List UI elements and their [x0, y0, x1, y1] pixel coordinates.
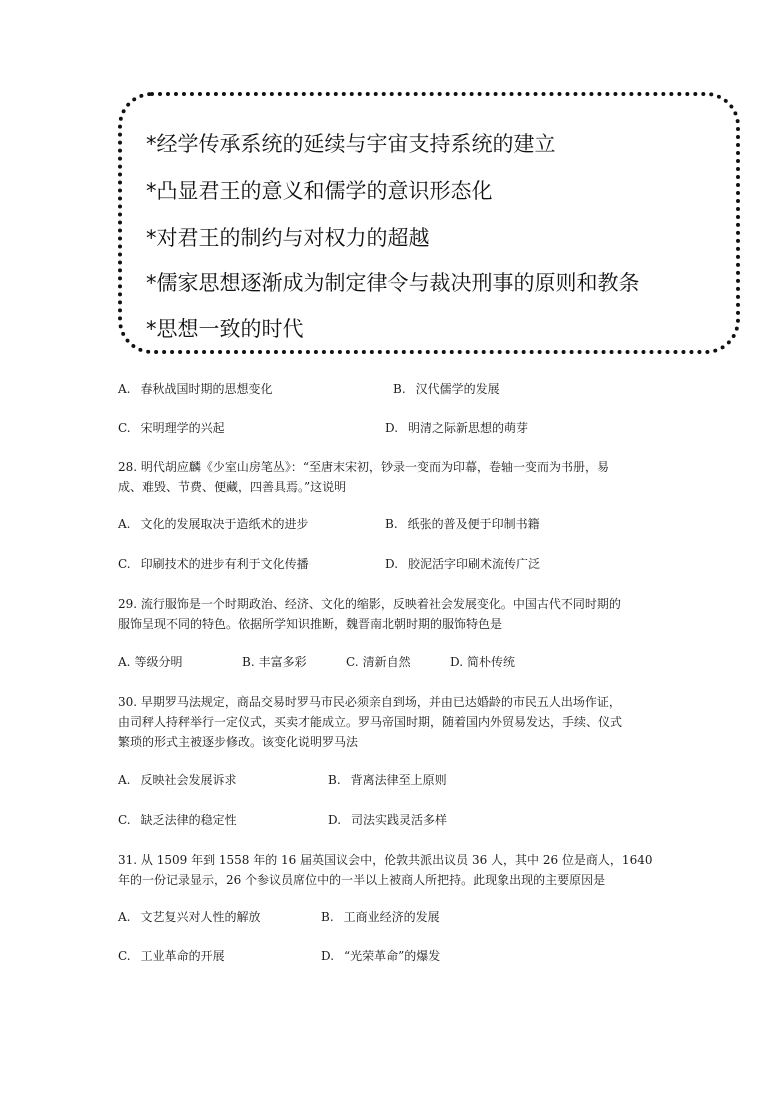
option-key: A.	[118, 773, 131, 787]
option-key: D.	[328, 813, 342, 827]
option-text: 背离法律至上原则	[350, 773, 447, 787]
option-key: C.	[118, 557, 131, 571]
q29-stem-line-1: 29. 流行服饰是一个时期政治、经济、文化的缩影，反映着社会发展变化。中国古代不同时期的	[118, 597, 621, 611]
option-text: 纸张的普及便于印制书籍	[407, 517, 540, 531]
option-text: 工业革命的开展	[140, 949, 225, 963]
q30-option-b[interactable]	[328, 772, 447, 788]
option-key: A.	[118, 910, 131, 924]
q30-option-c[interactable]	[118, 812, 237, 828]
q31-option-b[interactable]	[321, 909, 440, 925]
option-text: “光荣革命”的爆发	[344, 949, 441, 963]
q30-option-d[interactable]	[328, 812, 447, 828]
q28-stem-line-2: 成、难毁、节费、便藏，四善具焉。”这说明	[118, 480, 347, 494]
option-text: 等级分明	[134, 655, 183, 669]
option-text: 丰富多彩	[258, 655, 307, 669]
option-key: D.	[450, 655, 464, 669]
q30-stem	[118, 692, 666, 752]
q29-option-d[interactable]	[450, 654, 515, 670]
option-text: 文化的发展取决于造纸术的进步	[140, 517, 309, 531]
option-text: 印刷技术的进步有利于文化传播	[140, 557, 309, 571]
q27-option-a[interactable]	[118, 381, 273, 397]
q29-option-c[interactable]	[346, 654, 411, 670]
q28-option-d[interactable]	[385, 556, 540, 572]
option-key: C.	[118, 421, 131, 435]
option-key: A.	[118, 655, 131, 669]
option-text: 汉代儒学的发展	[415, 382, 500, 396]
box-line-5: *思想一致的时代	[146, 317, 304, 341]
box-line-1: *经学传承系统的延续与宇宙支持系统的建立	[146, 132, 556, 156]
q31-option-c[interactable]	[118, 948, 225, 964]
option-key: B.	[385, 517, 398, 531]
option-key: B.	[328, 773, 341, 787]
q28-stem	[118, 457, 666, 497]
option-key: A.	[118, 517, 131, 531]
option-text: 清新自然	[362, 655, 411, 669]
q31-stem	[118, 850, 666, 890]
option-key: B.	[242, 655, 255, 669]
option-key: B.	[321, 910, 334, 924]
q28-option-c[interactable]	[118, 556, 309, 572]
box-line-3: *对君王的制约与对权力的超越	[146, 226, 430, 250]
option-text: 司法实践灵活多样	[351, 813, 448, 827]
option-text: 文艺复兴对人性的解放	[140, 910, 261, 924]
option-text: 宋明理学的兴起	[140, 421, 225, 435]
option-key: C.	[118, 949, 131, 963]
q29-stem-line-2: 服饰呈现不同的特色。依据所学知识推断，魏晋南北朝时期的服饰特色是	[118, 617, 503, 631]
q31-stem-line-2: 年的一份记录显示，26 个参议员席位中的一半以上被商人所把持。此现象出现的主要原因是	[118, 873, 606, 887]
q31-option-d[interactable]	[321, 948, 440, 964]
q31-option-a[interactable]	[118, 909, 261, 925]
option-key: A.	[118, 382, 131, 396]
box-line-2: *凸显君王的意义和儒学的意识形态化	[146, 179, 493, 203]
q31-stem-line-1: 31. 从 1509 年到 1558 年的 16 届英国议会中，伦敦共派出议员 36 人，其中 26 位是商人，1640	[118, 853, 653, 867]
option-key: D.	[321, 949, 335, 963]
q30-option-a[interactable]	[118, 772, 237, 788]
option-text: 简朴传统	[467, 655, 516, 669]
q28-option-b[interactable]	[385, 516, 540, 532]
option-text: 缺乏法律的稳定性	[140, 813, 237, 827]
option-text: 胶泥活字印刷术流传广泛	[408, 557, 541, 571]
q30-stem-line-1: 30. 早期罗马法规定，商品交易时罗马市民必须亲自到场，并由已达婚龄的市民五人出场作证，	[118, 695, 621, 709]
option-text: 春秋战国时期的思想变化	[140, 382, 273, 396]
q30-stem-line-2: 由司秤人持秤举行一定仪式，买卖才能成立。罗马帝国时期，随着国内外贸易发达，手续、仪式	[118, 715, 623, 729]
q28-stem-line-1: 28. 明代胡应麟《少室山房笔丛》：“至唐末宋初，钞录一变而为印幕，卷轴一变而为书册，易	[118, 460, 610, 474]
q27-option-c[interactable]	[118, 420, 225, 436]
option-key: B.	[393, 382, 406, 396]
option-key: D.	[385, 557, 399, 571]
q29-stem	[118, 594, 666, 634]
box-line-4: *儒家思想逐渐成为制定律令与裁决刑事的原则和教条	[146, 271, 640, 295]
q29-option-b[interactable]	[242, 654, 307, 670]
option-key: D.	[385, 421, 399, 435]
q28-option-a[interactable]	[118, 516, 309, 532]
q27-option-b[interactable]	[393, 381, 500, 397]
option-text: 明清之际新思想的萌芽	[408, 421, 529, 435]
option-key: C.	[118, 813, 131, 827]
q27-option-d[interactable]	[385, 420, 528, 436]
q30-stem-line-3: 繁琐的形式主被逐步修改。该变化说明罗马法	[118, 735, 359, 749]
q29-option-a[interactable]	[118, 654, 183, 670]
option-key: C.	[346, 655, 359, 669]
option-text: 反映社会发展诉求	[140, 773, 237, 787]
option-text: 工商业经济的发展	[343, 910, 440, 924]
